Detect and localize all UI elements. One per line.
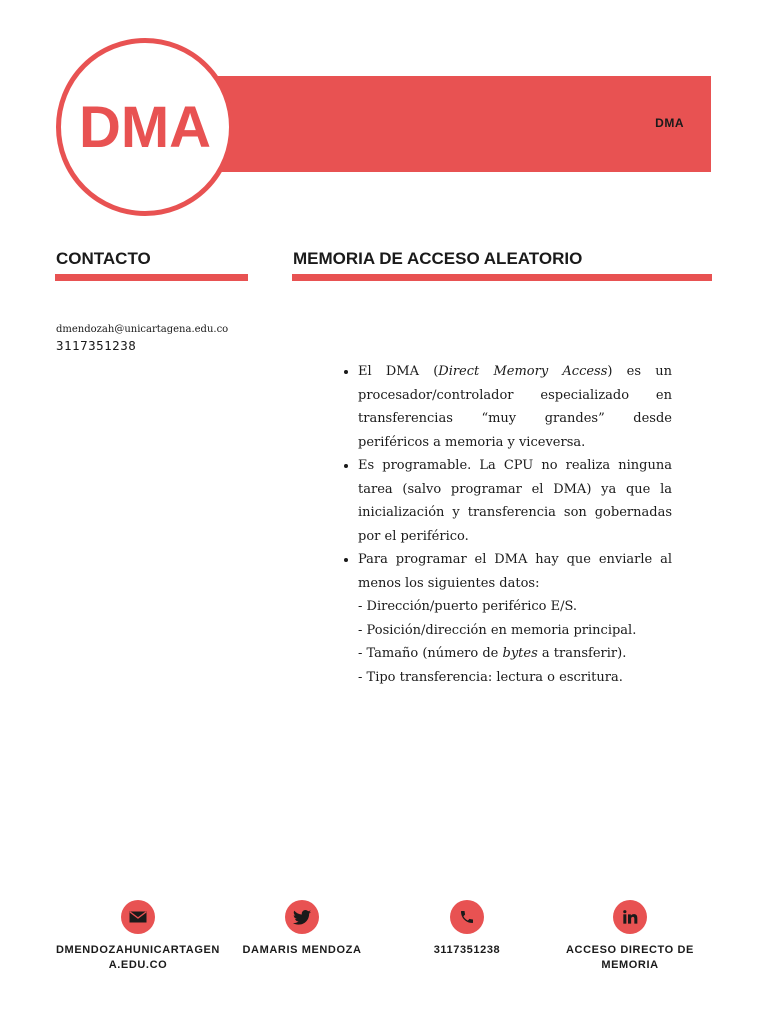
- dash3-italic: bytes: [502, 646, 538, 661]
- dash3-prefix: - Tamaño (número de: [358, 646, 503, 661]
- main-body: [340, 360, 672, 689]
- main-section-title: MEMORIA DE ACCESO ALEATORIO: [293, 249, 583, 268]
- contact-section-title: CONTACTO: [56, 249, 151, 268]
- bullet1-prefix: El DMA (: [358, 364, 439, 379]
- dash-item: - Dirección/puerto periférico E/S.: [358, 599, 578, 614]
- twitter-icon[interactable]: [285, 900, 319, 934]
- dash-item: - Posición/dirección en memoria principal.: [358, 622, 637, 638]
- dash3-suffix: a transferir).: [537, 646, 627, 661]
- footer-linkedin[interactable]: [545, 900, 715, 973]
- footer-twitter-label: DAMARIS MENDOZA: [242, 944, 362, 956]
- bullet1-italic: Direct Memory Access: [438, 364, 608, 379]
- bullet-item: [358, 360, 672, 454]
- bullet1-suffix: ) es un procesador/controlador especializado en transferencias “muy grandes” desde periféricos a memoria y viceversa.: [358, 364, 672, 450]
- banner-label: DMA: [655, 116, 684, 130]
- contact-email[interactable]: dmendozah@unicartagena.edu.co: [56, 324, 229, 335]
- contact-section-rule: [55, 274, 248, 281]
- bullet-item: [358, 548, 672, 689]
- footer-phone[interactable]: [382, 900, 552, 958]
- bullet-item: • Es programable. La CPU no realiza ninguna tarea (salvo programar el DMA) ya que la inicialización y transferencia son gobernadas por el periférico.: [358, 454, 672, 548]
- footer-twitter[interactable]: [217, 900, 387, 958]
- footer-email[interactable]: [53, 900, 223, 973]
- email-icon[interactable]: [121, 900, 155, 934]
- phone-icon[interactable]: [450, 900, 484, 934]
- footer-email-label: DMENDOZAHUNICARTAGENA.EDU.CO: [56, 944, 220, 971]
- linkedin-icon[interactable]: [613, 900, 647, 934]
- dash-item: [358, 642, 672, 666]
- logo-text: DMA: [78, 94, 212, 160]
- bullet3-text: Para programar el DMA hay que enviarle al menos los siguientes datos:: [358, 552, 672, 591]
- dash-item: - Tipo transferencia: lectura o escritura.: [358, 669, 623, 685]
- main-section-rule: [292, 274, 712, 281]
- footer-linkedin-label: ACCESO DIRECTO DE MEMORIA: [566, 944, 694, 971]
- footer-phone-label: 3117351238: [433, 944, 501, 956]
- logo-circle: [56, 38, 234, 216]
- contact-phone[interactable]: 3117351238: [56, 338, 137, 353]
